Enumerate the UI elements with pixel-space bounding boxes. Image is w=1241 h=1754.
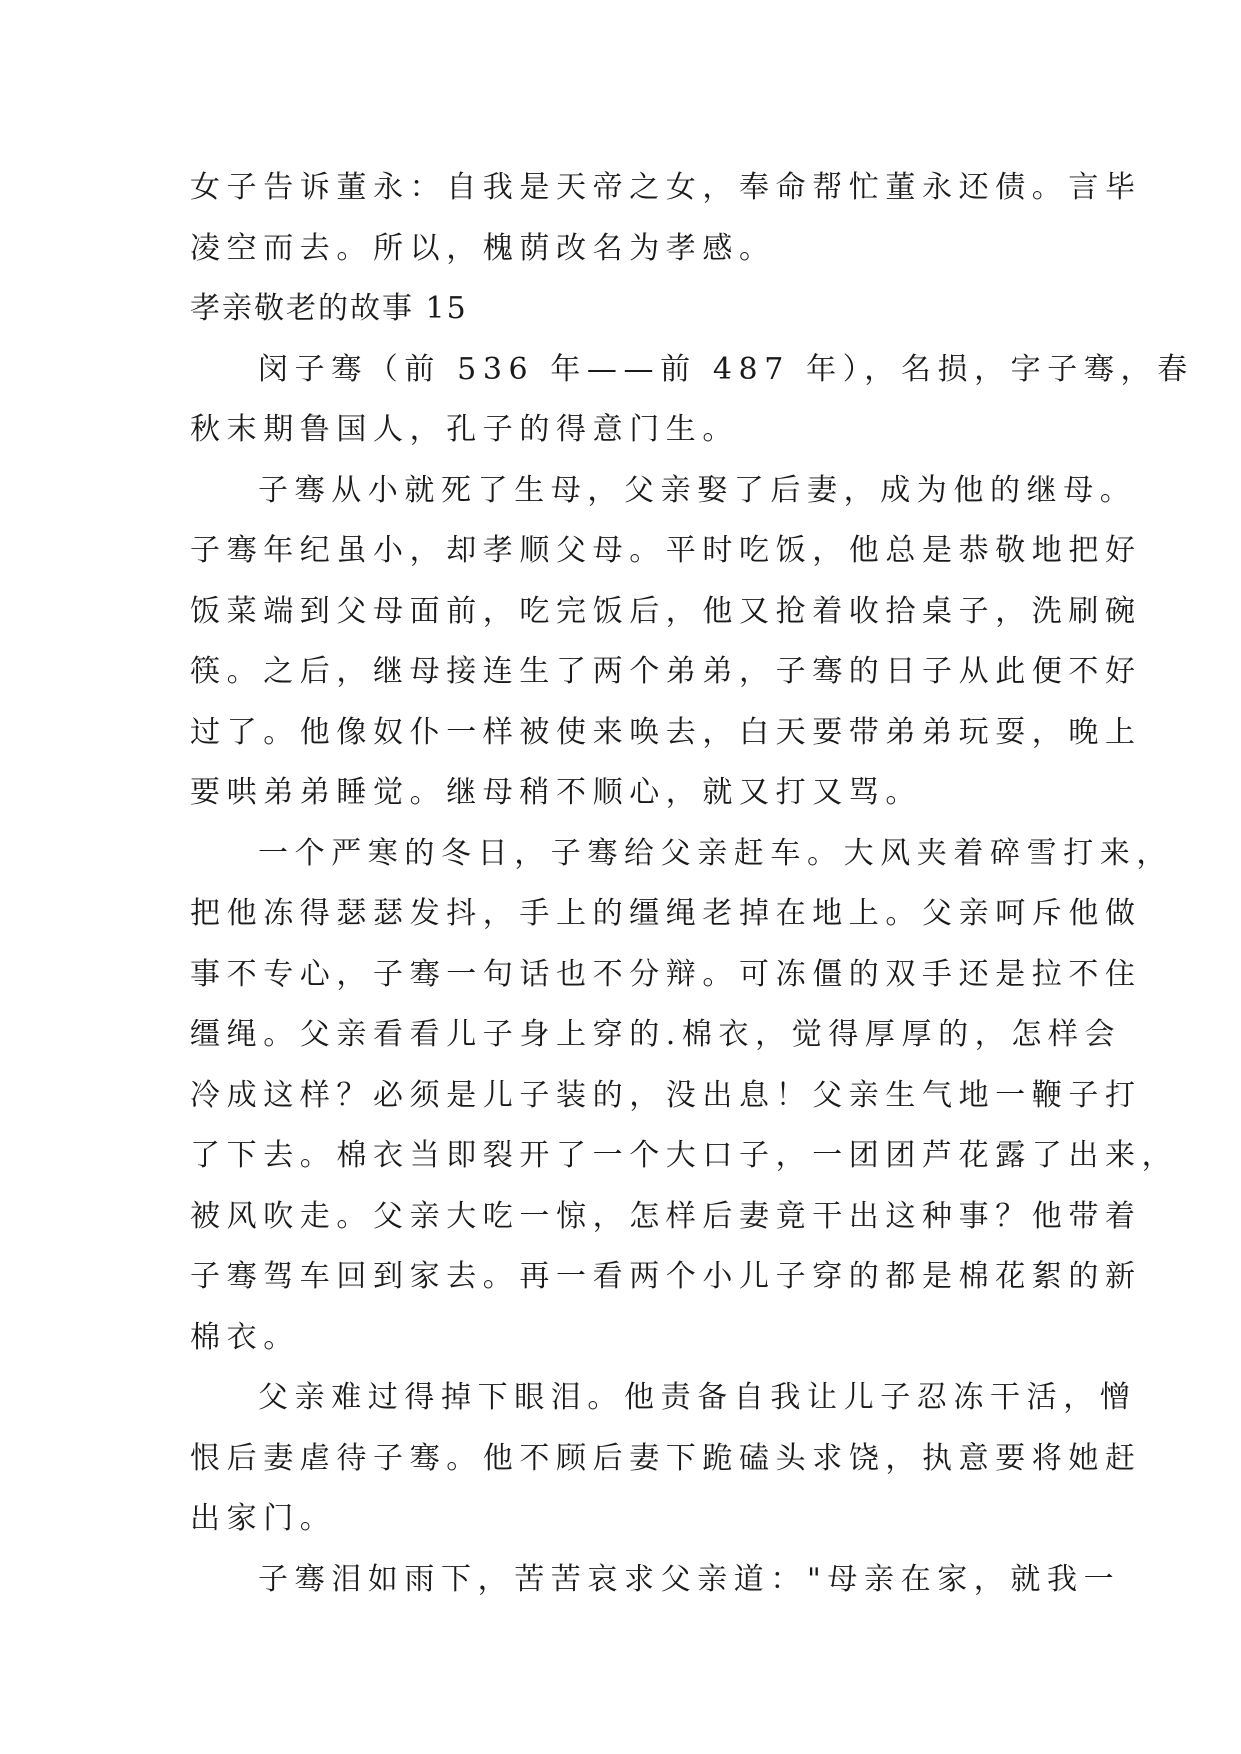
text-line: 把他冻得瑟瑟发抖，手上的缰绳老掉在地上。父亲呵斥他做 bbox=[190, 896, 1142, 931]
text-line: 筷。之后，继母接连生了两个弟弟，子骞的日子从此便不好 bbox=[190, 654, 1142, 689]
text-line: 凌空而去。所以，槐荫改名为孝感。 bbox=[190, 230, 776, 266]
text-line: 一个严寒的冬日，子骞给父亲赶车。大风夹着碎雪打来， bbox=[258, 835, 1173, 871]
text-line: 女子告诉董永：自我是天帝之女，奉命帮忙董永还债。言毕 bbox=[190, 170, 1142, 205]
text-line: 饭菜端到父母面前，吃完饭后，他又抢着收拾桌子，洗刷碗 bbox=[190, 593, 1142, 629]
text-line: 恨后妻虐待子骞。他不顾后妻下跪磕头求饶，执意要将她赶 bbox=[190, 1440, 1142, 1476]
text-line: 要哄弟弟睡觉。继母稍不顺心，就又打又骂。 bbox=[190, 775, 922, 810]
text-line: 子骞从小就死了生母，父亲娶了后妻，成为他的继母。 bbox=[258, 472, 1137, 508]
text-line: 子骞驾车回到家去。再一看两个小儿子穿的都是棉花絮的新 bbox=[190, 1259, 1142, 1294]
text-line: 被风吹走。父亲大吃一惊，怎样后妻竟干出这种事？他带着 bbox=[190, 1198, 1142, 1234]
text-line: 了下去。棉衣当即裂开了一个大口子，一团团芦花露了出来， bbox=[190, 1138, 1179, 1173]
text-line: 秋末期鲁国人，孔子的得意门生。 bbox=[190, 412, 739, 447]
text-line: 缰绳。父亲看看儿子身上穿的.棉衣，觉得厚厚的，怎样会 bbox=[190, 1017, 1122, 1052]
text-line: 棉衣。 bbox=[190, 1319, 300, 1355]
text-line: 子骞泪如雨下，苦苦哀求父亲道："母亲在家，就我一 bbox=[258, 1561, 1121, 1597]
section-heading: 孝亲敬老的故事 15 bbox=[190, 291, 468, 326]
text-line: 出家门。 bbox=[190, 1501, 337, 1536]
text-line: 冷成这样？必须是儿子装的，没出息！父亲生气地一鞭子打 bbox=[190, 1077, 1142, 1113]
text-line: 事不专心，子骞一句话也不分辩。可冻僵的双手还是拉不住 bbox=[190, 956, 1142, 992]
document-page bbox=[190, 158, 1194, 1610]
text-line: 闵子骞（前 536 年——前 487 年），名损，字子骞，春 bbox=[258, 351, 1194, 387]
text-line: 过了。他像奴仆一样被使来唤去，白天要带弟弟玩耍，晚上 bbox=[190, 714, 1142, 750]
text-line: 子骞年纪虽小，却孝顺父母。平时吃饭，他总是恭敬地把好 bbox=[190, 533, 1142, 568]
text-line: 父亲难过得掉下眼泪。他责备自我让儿子忍冻干活，憎 bbox=[258, 1380, 1137, 1415]
